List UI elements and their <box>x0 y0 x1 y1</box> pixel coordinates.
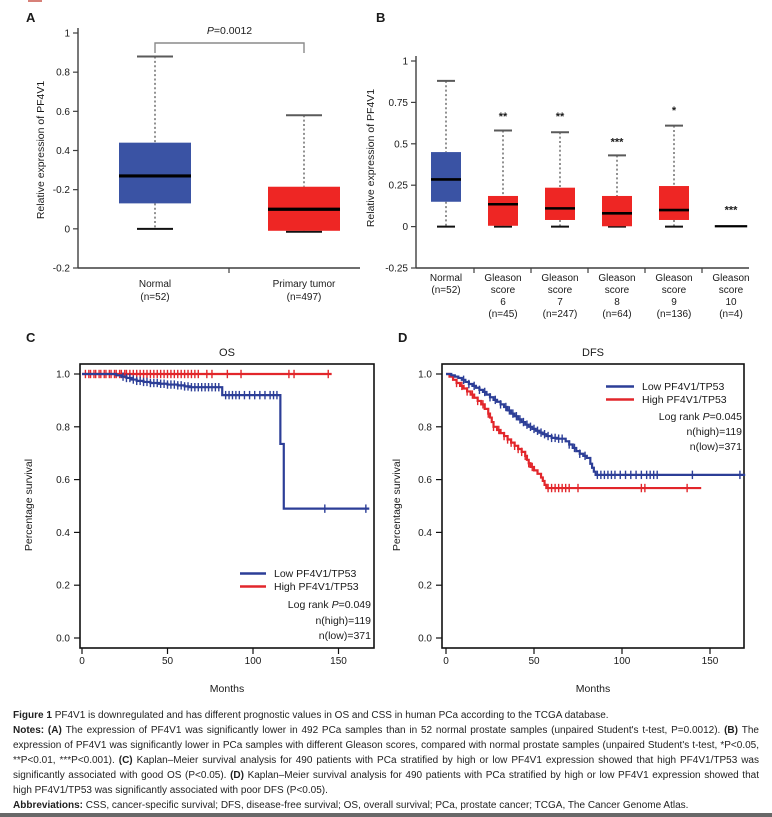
svg-text:50: 50 <box>528 656 540 667</box>
caption-segment: Kaplan–Meier survival analysis for 490 patients with PCa stratified by high or low PF4V1 expression showed that high PF4V1/TP53 was significantly associated with good OS (P<0.05). <box>13 755 759 781</box>
svg-text:score: score <box>604 285 630 296</box>
svg-text:100: 100 <box>244 656 262 667</box>
svg-text:Gleason: Gleason <box>598 273 636 284</box>
svg-text:(n=497): (n=497) <box>286 292 322 303</box>
svg-text:(n=45): (n=45) <box>488 309 518 320</box>
panel-c-survival-plot <box>23 330 374 695</box>
svg-text:Log rank P=0.049: Log rank P=0.049 <box>287 599 371 611</box>
svg-text:**: ** <box>555 110 565 123</box>
svg-text:P=0.0012: P=0.0012 <box>206 25 253 37</box>
svg-text:score: score <box>547 285 573 296</box>
svg-text:score: score <box>718 285 744 296</box>
svg-text:Primary tumor: Primary tumor <box>272 279 336 290</box>
figure-caption <box>13 708 759 813</box>
svg-text:(n=52): (n=52) <box>140 292 170 303</box>
caption-segment: The expression of PF4V1 was significantly lower in PCa samples with different Gleason scores, compared with normal prostate samples (unpaired Student's t-test, *P<0.05, **P<0.01, ***P<0.001). <box>13 725 759 766</box>
svg-text:C: C <box>26 330 36 345</box>
panel-a-box-plot <box>26 10 360 303</box>
svg-text:0.6: 0.6 <box>56 106 70 118</box>
svg-text:Percentage survival: Percentage survival <box>23 458 35 552</box>
svg-text:-0.2: -0.2 <box>52 185 70 197</box>
caption-segment: Notes: <box>13 725 48 736</box>
svg-text:n(low)=371: n(low)=371 <box>689 441 742 453</box>
svg-text:Gleason: Gleason <box>712 273 750 284</box>
svg-text:0.2: 0.2 <box>418 580 432 592</box>
svg-text:DFS: DFS <box>582 347 604 359</box>
svg-text:50: 50 <box>161 656 174 667</box>
svg-text:***: *** <box>724 204 738 217</box>
caption-segment: (A) <box>47 725 66 736</box>
svg-text:Gleason: Gleason <box>541 273 579 284</box>
svg-text:(n=64): (n=64) <box>602 309 632 320</box>
svg-text:0.0: 0.0 <box>418 633 432 645</box>
svg-text:1: 1 <box>402 56 408 68</box>
svg-text:6: 6 <box>500 297 506 308</box>
svg-text:High PF4V1/TP53: High PF4V1/TP53 <box>642 394 727 406</box>
svg-text:1.0: 1.0 <box>418 369 432 381</box>
svg-text:Normal: Normal <box>429 273 463 284</box>
caption-segment: (B) <box>724 725 742 736</box>
svg-text:n(high)=119: n(high)=119 <box>315 615 371 627</box>
svg-text:Months: Months <box>209 683 245 695</box>
svg-text:***: *** <box>610 136 624 149</box>
svg-text:0.75: 0.75 <box>388 97 408 109</box>
svg-text:0.4: 0.4 <box>418 527 432 539</box>
svg-text:(n=136): (n=136) <box>656 309 692 320</box>
svg-text:0: 0 <box>79 656 85 667</box>
svg-text:0: 0 <box>64 224 70 236</box>
svg-text:0.6: 0.6 <box>418 475 432 487</box>
svg-text:0.2: 0.2 <box>56 580 70 592</box>
svg-text:0: 0 <box>443 656 449 667</box>
svg-text:-0.2: -0.2 <box>52 263 70 275</box>
svg-text:Gleason: Gleason <box>655 273 693 284</box>
svg-text:1: 1 <box>64 28 70 40</box>
svg-text:(n=52): (n=52) <box>431 285 461 296</box>
svg-text:150: 150 <box>701 656 719 667</box>
svg-text:score: score <box>490 285 516 296</box>
svg-text:D: D <box>398 330 408 345</box>
svg-text:Percentage survival: Percentage survival <box>391 458 403 552</box>
svg-text:0.8: 0.8 <box>56 422 70 434</box>
caption-notes <box>13 723 759 798</box>
svg-text:B: B <box>376 10 386 25</box>
svg-text:Low PF4V1/TP53: Low PF4V1/TP53 <box>274 568 357 580</box>
caption-segment: (C) <box>118 755 137 766</box>
svg-text:150: 150 <box>330 656 347 667</box>
svg-text:0.8: 0.8 <box>56 67 70 79</box>
svg-text:1.0: 1.0 <box>56 369 70 381</box>
svg-text:7: 7 <box>557 297 563 308</box>
svg-text:9: 9 <box>671 297 677 308</box>
svg-text:0.5: 0.5 <box>394 139 408 151</box>
bottom-crop-artifact <box>0 813 772 817</box>
svg-text:0.4: 0.4 <box>56 146 70 157</box>
svg-text:score: score <box>661 285 687 296</box>
svg-text:10: 10 <box>725 297 737 308</box>
caption-segment: Kaplan–Meier survival analysis for 490 patients with PCa stratified by high or low PF4V1 expression showed that high PF4V1/TP53 was significantly associated with poor DFS (P<0.05). <box>13 770 759 796</box>
caption-segment: Abbreviations: <box>13 800 86 811</box>
svg-text:0.0: 0.0 <box>56 633 70 645</box>
caption-abbreviations <box>13 798 759 813</box>
svg-text:100: 100 <box>613 656 631 667</box>
caption-segment: Figure 1 <box>13 710 55 721</box>
svg-text:(n=4): (n=4) <box>719 309 743 320</box>
svg-text:Gleason: Gleason <box>484 273 522 284</box>
panel-d-survival-plot <box>391 330 745 695</box>
caption-segment: PF4V1 is downregulated and has different prognostic values in OS and CSS in human PCa according to the TCGA database. <box>54 710 609 721</box>
svg-text:0.8: 0.8 <box>418 422 432 434</box>
svg-text:Low PF4V1/TP53: Low PF4V1/TP53 <box>642 381 725 393</box>
svg-text:High PF4V1/TP53: High PF4V1/TP53 <box>274 581 359 593</box>
svg-text:(n=247): (n=247) <box>542 309 578 320</box>
svg-text:n(high)=119: n(high)=119 <box>686 426 742 438</box>
svg-text:A: A <box>26 10 36 25</box>
svg-text:Months: Months <box>575 683 611 695</box>
svg-text:n(low)=371: n(low)=371 <box>318 630 371 642</box>
caption-figure-title <box>13 708 759 723</box>
svg-text:Log rank P=0.045: Log rank P=0.045 <box>658 411 742 423</box>
svg-text:Normal: Normal <box>138 279 172 290</box>
svg-text:0.4: 0.4 <box>56 527 70 539</box>
svg-text:Relative expression of PF4V1: Relative expression of PF4V1 <box>35 80 47 220</box>
svg-text:0.6: 0.6 <box>56 475 70 487</box>
svg-text:*: * <box>671 104 677 117</box>
panel-b-box-plot <box>365 10 750 320</box>
caption-segment: CSS, cancer-specific survival; DFS, disease-free survival; OS, overall survival; PCa, prostate cancer; TCGA, The Cancer Genome Atlas. <box>85 800 689 811</box>
caption-segment: (D) <box>230 770 248 781</box>
svg-text:**: ** <box>498 110 508 123</box>
svg-text:8: 8 <box>614 297 620 308</box>
caption-segment: The expression of PF4V1 was significantly lower in 492 PCa samples than in 52 normal prostate samples (unpaired Student's t-test, P=0.0012). <box>65 725 725 736</box>
svg-text:OS: OS <box>219 347 235 359</box>
svg-text:Relative expression of PF4V1: Relative expression of PF4V1 <box>365 88 377 228</box>
svg-text:-0.25: -0.25 <box>385 263 408 275</box>
svg-text:0.25: 0.25 <box>388 180 408 192</box>
svg-text:0: 0 <box>402 222 408 234</box>
